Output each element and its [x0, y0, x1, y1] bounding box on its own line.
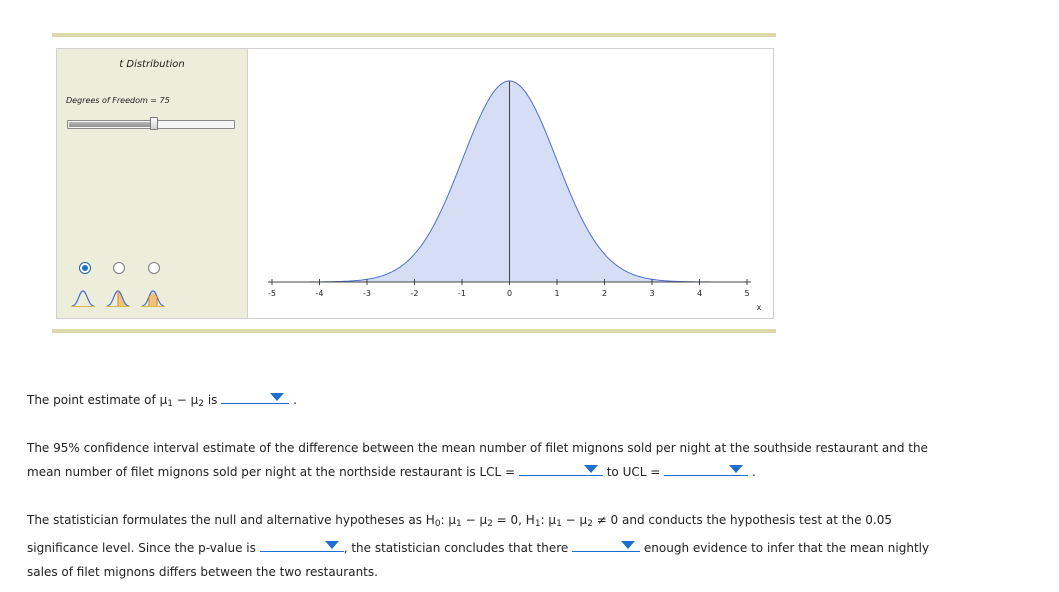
radio-distribution[interactable] [79, 262, 91, 274]
x-tick-label: -4 [315, 289, 324, 298]
x-tick-label: 3 [649, 289, 655, 298]
question-point-estimate: The point estimate of $\mu_1 - \mu_2$ is . [27, 388, 297, 416]
chevron-down-icon [729, 465, 743, 473]
x-tick-label: 2 [601, 289, 608, 298]
lcl-dropdown[interactable] [519, 461, 603, 476]
x-tick-label: 0 [506, 289, 513, 298]
ci-line-2: mean number of filet mignons sold per night at the northside restaurant is LCL = to UCL = . [27, 460, 928, 484]
t-distribution-widget [56, 48, 774, 319]
radio-one-tail[interactable] [113, 262, 125, 274]
dof-slider-fill [69, 122, 156, 127]
x-tick-label: 4 [696, 289, 703, 298]
hypothesis-line-2: significance level. Since the p-value is , the statistician concludes that there enough evidence to infer that the mean nightly [27, 536, 929, 560]
top-divider [52, 33, 776, 37]
hypothesis-line-3: sales of filet mignons differs between the two restaurants. [27, 565, 378, 579]
t-distribution-chart [248, 49, 773, 318]
x-axis-label: x [756, 303, 762, 312]
dof-slider-thumb[interactable] [150, 117, 158, 130]
two-tail-thumbnail-icon [141, 288, 165, 308]
x-tick-label: -2 [410, 289, 419, 298]
question-hypothesis-test [27, 508, 929, 584]
chevron-down-icon [584, 465, 598, 473]
distribution-thumbnail-icon [71, 288, 95, 308]
x-tick-label: 5 [744, 289, 750, 298]
degrees-of-freedom-label: Degrees of Freedom = 75 [66, 96, 170, 105]
point-estimate-dropdown[interactable] [221, 389, 289, 404]
chevron-down-icon [270, 393, 284, 401]
ci-line-1: The 95% confidence interval estimate of the difference between the mean number of filet mignons sold per night at the southside restaurant and the [27, 441, 928, 455]
x-tick-label: -3 [363, 289, 371, 298]
question-confidence-interval [27, 436, 928, 484]
chevron-down-icon [621, 541, 635, 549]
control-panel [57, 49, 248, 318]
x-tick-label: 1 [554, 289, 560, 298]
ucl-dropdown[interactable] [664, 461, 748, 476]
evidence-dropdown[interactable] [572, 537, 640, 552]
bottom-divider [52, 329, 776, 333]
one-tail-thumbnail-icon [106, 288, 130, 308]
widget-title: t Distribution [119, 59, 185, 70]
x-tick-label: -5 [268, 289, 276, 298]
chevron-down-icon [325, 541, 339, 549]
hypothesis-line-1: The statistician formulates the null and alternative hypotheses as $H_0$: $\mu_1 - \mu_2 = 0$, $H_1$: $\mu_1 - \mu_2 \ne 0$ and conducts the hypothesis test at the 0.05 [27, 513, 893, 529]
x-tick-label: -1 [458, 289, 466, 298]
radio-two-tail[interactable] [148, 262, 160, 274]
p-value-dropdown[interactable] [260, 537, 344, 552]
